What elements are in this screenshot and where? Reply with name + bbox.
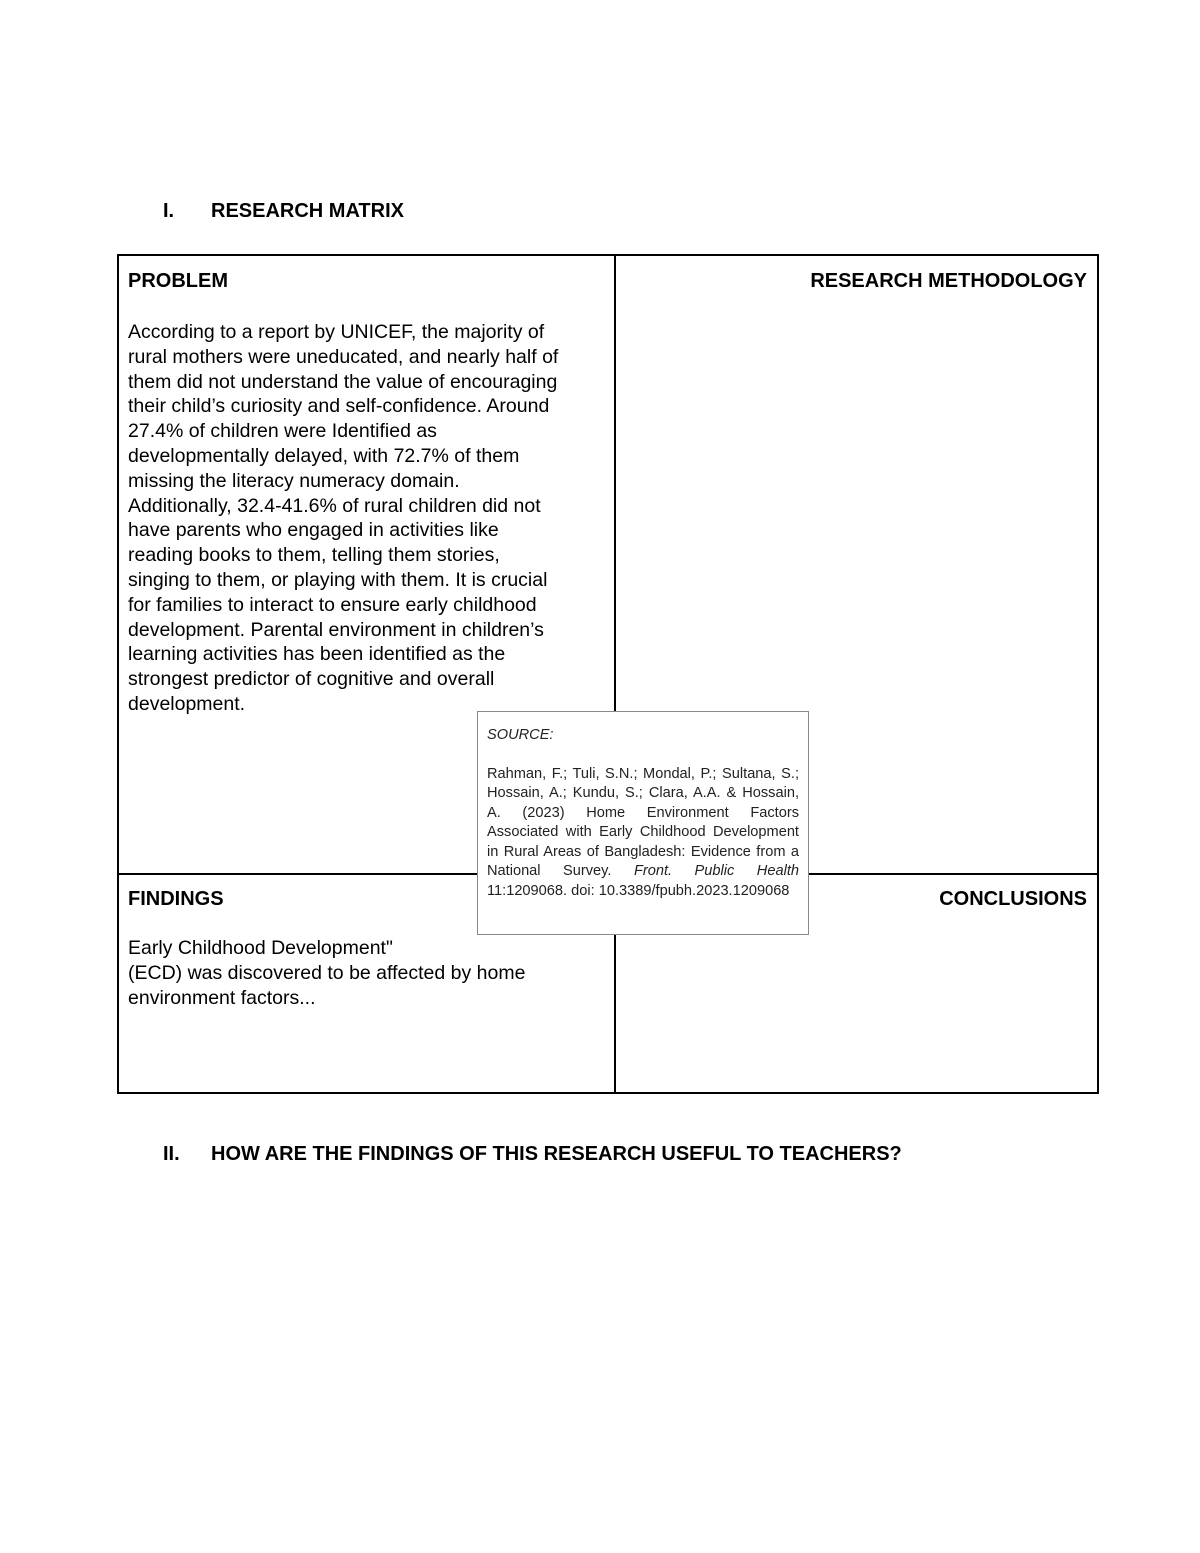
section-heading-research-matrix <box>163 199 563 225</box>
conclusions-heading: CONCLUSIONS <box>939 888 1087 910</box>
findings-heading: FINDINGS <box>128 888 224 910</box>
source-label: SOURCE: <box>487 727 554 743</box>
section-title: HOW ARE THE FINDINGS OF THIS RESEARCH USEFUL TO TEACHERS? <box>211 1143 902 1165</box>
matrix-vertical-divider <box>614 256 616 1092</box>
source-citation-box <box>477 711 809 935</box>
research-matrix-table <box>117 254 1099 1094</box>
problem-text: According to a report by UNICEF, the majority of rural mothers were uneducated, and nearly half of them did not understand the value of encouraging their child’s curiosity and self-confidence. Around 27.4% of children were Identified as developmentally delayed, with 72.7% of them missing the literacy numeracy domain. Additionally, 32.4-41.6% of rural children did not have parents who engaged in activities like reading books to them, telling them stories, singing to them, or playing with them. It is crucial for families to interact to ensure early childhood development. Parental environment in children’s learning activities has been identified as the strongest predictor of cognitive and overall development. <box>128 321 559 715</box>
citation-volume-doi: 11:1209068. doi: 10.3389/fpubh.2023.1209068 <box>487 882 790 899</box>
section-number: I. <box>163 200 175 222</box>
section-title: RESEARCH MATRIX <box>211 200 404 222</box>
section-heading-findings-useful <box>163 1142 1063 1168</box>
citation-journal: Front. Public Health <box>633 863 799 879</box>
research-methodology-heading: RESEARCH METHODOLOGY <box>810 270 1087 292</box>
source-citation <box>487 765 799 902</box>
citation-authors-title: Rahman, F.; Tuli, S.N.; Mondal, P.; Sultana, S.; Hossain, A.; Kundu, S.; Clara, A.A. & Hossain, A. (2023) Home Environment Factors Associated with Early Childhood Development in Rural Areas of Bangladesh: Evidence from a National Survey. <box>487 765 799 879</box>
section-number: II. <box>163 1143 180 1165</box>
problem-heading: PROBLEM <box>128 270 228 292</box>
findings-text: Early Childhood Development" (ECD) was discovered to be affected by home environment factors... <box>128 937 526 1009</box>
